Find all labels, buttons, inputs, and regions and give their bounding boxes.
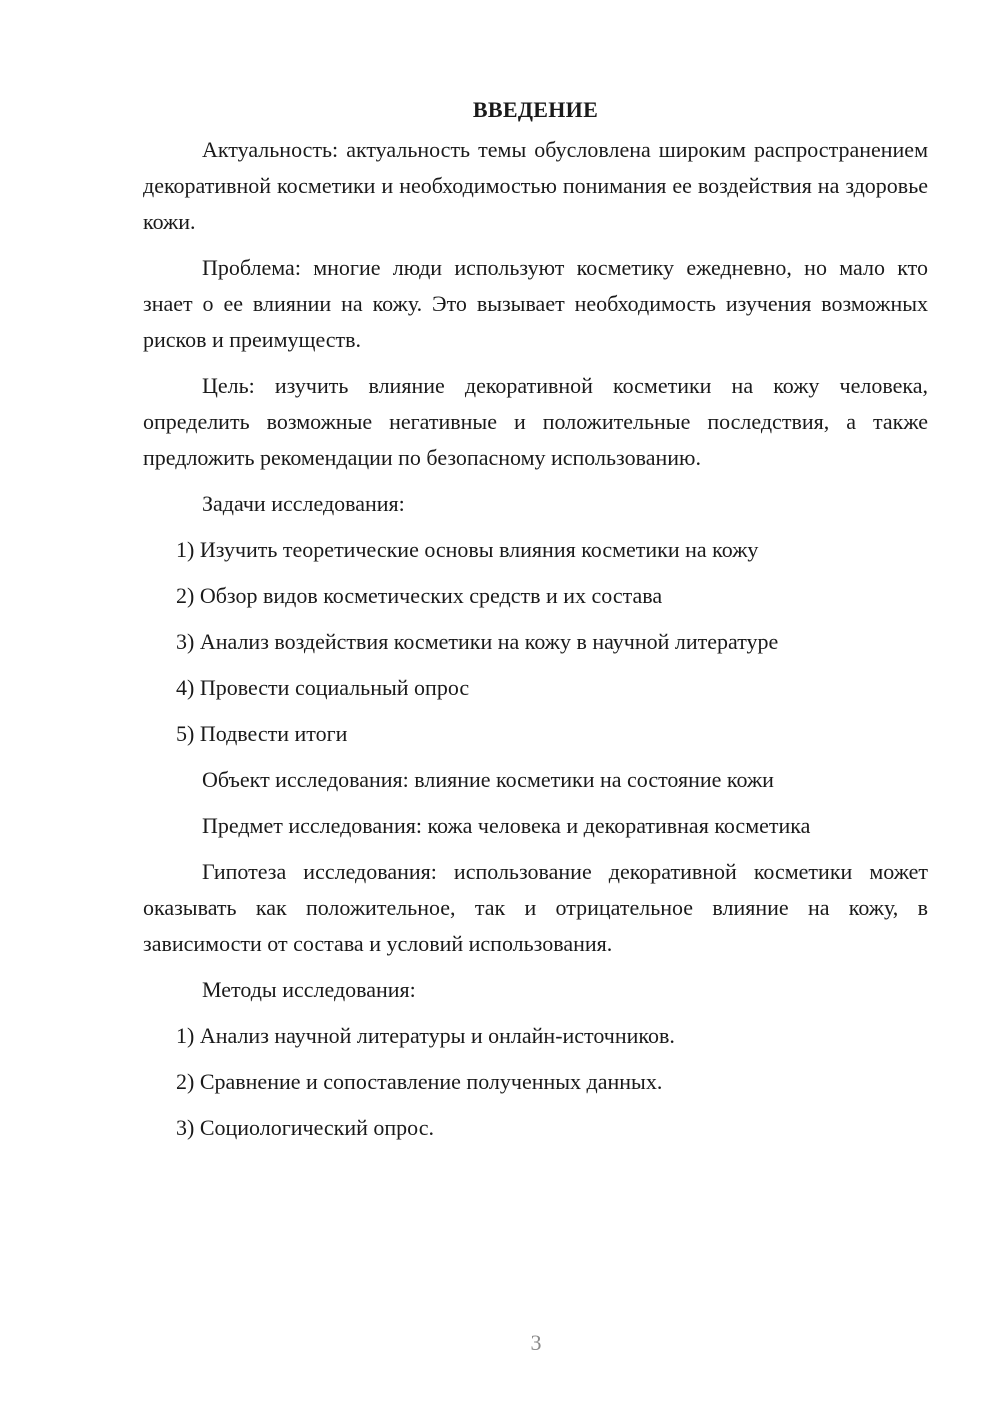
problem-paragraph: Проблема: многие люди используют косметику ежедневно, но мало кто знает о ее влиянии на кожу. Это вызывает необходимость изучения возможных рисков и преимуществ. xyxy=(143,255,928,352)
task-item: 3) Анализ воздействия косметики на кожу в научной литературе xyxy=(176,629,779,654)
method-item: 1) Анализ научной литературы и онлайн-источников. xyxy=(176,1023,675,1048)
document-page xyxy=(143,92,928,1156)
task-item: 5) Подвести итоги xyxy=(176,721,348,746)
page-number: 3 xyxy=(530,1330,542,1355)
task-item: 1) Изучить теоретические основы влияния косметики на кожу xyxy=(176,537,759,562)
tasks-heading: Задачи исследования: xyxy=(202,491,405,516)
relevance-paragraph: Актуальность: актуальность темы обусловлена широким распространением декоративной косметики и необходимостью понимания ее воздействия на здоровье кожи. xyxy=(143,137,928,234)
task-item: 4) Провести социальный опрос xyxy=(176,675,470,700)
subject-line: Предмет исследования: кожа человека и декоративная косметика xyxy=(202,813,811,838)
methods-heading: Методы исследования: xyxy=(202,977,416,1002)
section-title: ВВЕДЕНИЕ xyxy=(472,97,599,122)
method-item: 3) Социологический опрос. xyxy=(176,1115,434,1140)
goal-paragraph: Цель: изучить влияние декоративной косметики на кожу человека, определить возможные негативные и положительные последствия, а также предложить рекомендации по безопасному использованию. xyxy=(143,373,928,470)
hypothesis-paragraph: Гипотеза исследования: использование декоративной косметики может оказывать как положительное, так и отрицательное влияние на кожу, в зависимости от состава и условий использования. xyxy=(143,859,928,956)
method-item: 2) Сравнение и сопоставление полученных данных. xyxy=(176,1069,663,1094)
object-line: Объект исследования: влияние косметики на состояние кожи xyxy=(202,767,774,792)
task-item: 2) Обзор видов косметических средств и их состава xyxy=(176,583,663,608)
